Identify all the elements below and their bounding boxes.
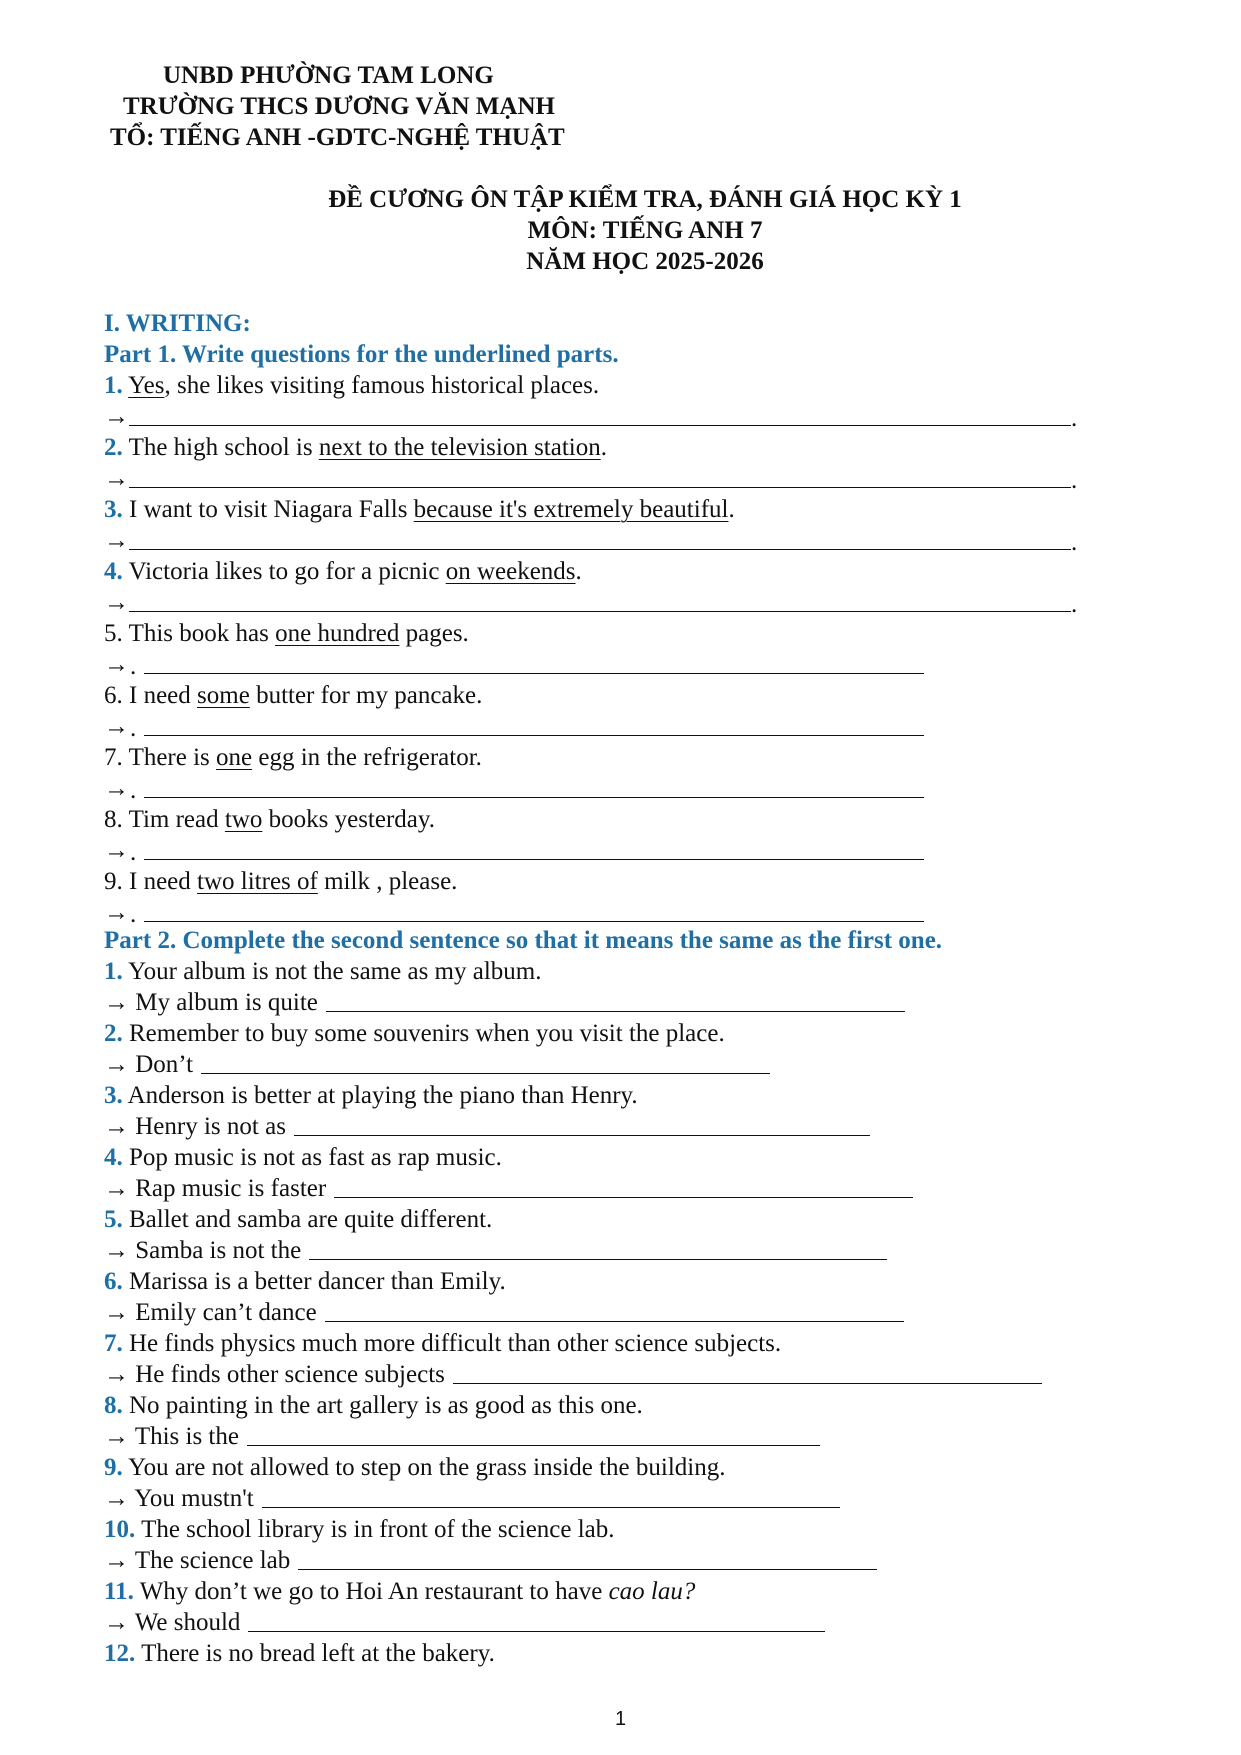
answer-blank[interactable]	[144, 735, 924, 736]
sentence-text: There is	[128, 744, 217, 771]
question-number: 5.	[104, 620, 123, 647]
exercise-number: 3.	[104, 1082, 123, 1109]
arrow-icon: →	[104, 527, 129, 554]
exercise-sentence	[104, 1142, 502, 1173]
section-heading: I. WRITING:	[104, 310, 251, 337]
cue-text: Samba is not the	[135, 1237, 302, 1264]
exercise-number: 4.	[104, 1144, 123, 1171]
answer-line	[104, 1359, 445, 1390]
answer-blank[interactable]	[144, 797, 924, 798]
answer-blank[interactable]	[334, 1197, 913, 1198]
sentence-text: Remember to buy some souvenirs when you visit the place.	[129, 1020, 725, 1047]
sentence-text: Why don’t we go to Hoi An restaurant to have	[139, 1578, 609, 1605]
underlined-part: one	[216, 744, 253, 771]
answer-blank[interactable]	[129, 487, 1071, 488]
exercise-sentence	[104, 956, 541, 987]
underlined-part: some	[197, 682, 250, 709]
underlined-part: two	[224, 806, 263, 833]
arrow-icon: →	[104, 1485, 129, 1512]
exercise-number: 5.	[104, 1206, 123, 1233]
answer-blank[interactable]	[129, 425, 1071, 426]
sentence-text: milk , please.	[317, 868, 458, 895]
sentence-text: .	[575, 558, 582, 585]
exercise-number: 10.	[104, 1516, 136, 1543]
question-sentence	[104, 680, 482, 711]
exercise-sentence	[104, 1576, 695, 1607]
sentence-text: Marissa is a better dancer than Emily.	[129, 1268, 506, 1295]
cue-text: He finds other science subjects	[135, 1361, 445, 1388]
cue-text: Don’t	[135, 1051, 194, 1078]
exercise-sentence	[104, 1328, 781, 1359]
answer-line	[104, 1545, 290, 1576]
answer-blank[interactable]	[262, 1507, 840, 1508]
cue-text: Emily can’t dance	[135, 1299, 317, 1326]
cue-text: Henry is not as	[135, 1113, 286, 1140]
question-sentence	[104, 556, 582, 587]
answer-line	[104, 1483, 254, 1514]
answer-blank[interactable]	[129, 611, 1071, 612]
exercise-number: 9.	[104, 1454, 123, 1481]
header-line-2: TRƯỜNG THCS DƯƠNG VĂN MẠNH	[123, 93, 555, 120]
cue-text: The science lab	[134, 1547, 291, 1574]
arrow-icon: →	[104, 403, 129, 430]
underlined-part: Yes	[128, 372, 165, 399]
answer-blank[interactable]	[248, 1631, 825, 1632]
exercise-number: 6.	[104, 1268, 123, 1295]
arrow-icon: →	[104, 1237, 129, 1264]
question-number: 2.	[104, 434, 123, 461]
answer-blank[interactable]	[144, 921, 924, 922]
period-mark: .	[130, 777, 137, 804]
cue-text: We should	[134, 1609, 241, 1636]
underlined-part: one hundred	[275, 620, 400, 647]
arrow-icon: →	[104, 713, 129, 740]
arrow-icon: →	[104, 1423, 129, 1450]
sentence-text: butter for my pancake.	[249, 682, 483, 709]
period-mark: .	[1071, 591, 1078, 618]
question-sentence	[104, 432, 607, 463]
sentence-text: Anderson is better at playing the piano than Henry.	[127, 1082, 638, 1109]
header-line-1: UNBD PHƯỜNG TAM LONG	[163, 62, 494, 89]
cue-text: Rap music is faster	[135, 1175, 327, 1202]
arrow-icon: →	[104, 837, 129, 864]
question-number: 7.	[104, 744, 123, 771]
sentence-text: Ballet and samba are quite different.	[129, 1206, 493, 1233]
period-mark: .	[130, 901, 137, 928]
title-line-3: NĂM HỌC 2025-2026	[526, 248, 764, 275]
answer-line	[104, 1607, 240, 1638]
cue-text: This is the	[134, 1423, 239, 1450]
sentence-text: No painting in the art gallery is as good as this one.	[129, 1392, 643, 1419]
sentence-text: Your album is not the same as my album.	[128, 958, 542, 985]
arrow-icon: →	[104, 989, 129, 1016]
exercise-sentence	[104, 1638, 495, 1669]
arrow-icon: →	[104, 465, 129, 492]
cue-text: You mustn't	[134, 1485, 254, 1512]
arrow-icon: →	[104, 1299, 129, 1326]
sentence-text: There is no bread left at the bakery.	[141, 1640, 495, 1667]
question-number: 6.	[104, 682, 123, 709]
exercise-sentence	[104, 1514, 615, 1545]
question-number: 9.	[104, 868, 123, 895]
exercise-number: 2.	[104, 1020, 123, 1047]
page-number: 1	[614, 1708, 627, 1730]
answer-blank[interactable]	[326, 1011, 905, 1012]
title-line-1: ĐỀ CƯƠNG ÔN TẬP KIỂM TRA, ĐÁNH GIÁ HỌC KỲ 1	[328, 186, 962, 213]
arrow-icon: →	[104, 1113, 129, 1140]
arrow-icon: →	[104, 651, 129, 678]
sentence-text: The school library is in front of the science lab.	[141, 1516, 615, 1543]
arrow-icon: →	[104, 1051, 129, 1078]
question-sentence	[104, 618, 469, 649]
part2-heading: Part 2. Complete the second sentence so that it means the same as the first one.	[104, 927, 943, 954]
arrow-icon: →	[104, 1547, 129, 1574]
answer-line	[104, 1235, 301, 1266]
sentence-text: The high school is	[128, 434, 319, 461]
answer-line	[104, 1049, 193, 1080]
exercise-sentence	[104, 1018, 725, 1049]
question-number: 1.	[104, 372, 123, 399]
exercise-number: 1.	[104, 958, 123, 985]
answer-line	[104, 987, 318, 1018]
answer-blank[interactable]	[294, 1135, 870, 1136]
sentence-text: .	[600, 434, 607, 461]
exercise-number: 11.	[104, 1578, 134, 1605]
answer-blank[interactable]	[201, 1073, 770, 1074]
sentence-text: I need	[129, 682, 198, 709]
question-sentence	[104, 370, 599, 401]
exercise-number: 7.	[104, 1330, 123, 1357]
exercise-sentence	[104, 1266, 506, 1297]
period-mark: .	[1071, 405, 1078, 432]
exercise-sentence	[104, 1390, 643, 1421]
header-line-3: TỔ: TIẾNG ANH -GDTC-NGHỆ THUẬT	[110, 124, 565, 151]
period-mark: .	[130, 715, 137, 742]
answer-line	[104, 1421, 239, 1452]
answer-blank[interactable]	[298, 1569, 877, 1570]
exercise-number: 12.	[104, 1640, 136, 1667]
arrow-icon: →	[104, 1609, 129, 1636]
answer-line	[104, 1111, 286, 1142]
underlined-part: two litres of	[197, 868, 318, 895]
underlined-part: next to the television station	[318, 434, 601, 461]
sentence-text: Victoria likes to go for a picnic	[128, 558, 446, 585]
sentence-text: , she likes visiting famous historical places.	[164, 372, 600, 399]
part1-heading: Part 1. Write questions for the underlined parts.	[104, 341, 619, 368]
question-sentence	[104, 866, 457, 897]
question-number: 4.	[104, 558, 123, 585]
question-number: 3.	[104, 496, 123, 523]
sentence-text: This book has	[128, 620, 276, 647]
question-sentence	[104, 742, 482, 773]
answer-blank[interactable]	[129, 549, 1071, 550]
sentence-text: egg in the refrigerator.	[252, 744, 482, 771]
answer-line	[104, 1173, 326, 1204]
sentence-text: I want to visit Niagara Falls	[129, 496, 414, 523]
italic-term: cao lau?	[608, 1578, 696, 1605]
title-line-2: MÔN: TIẾNG ANH 7	[527, 217, 763, 244]
question-sentence	[104, 494, 735, 525]
exercise-sentence	[104, 1080, 638, 1111]
sentence-text: Pop music is not as fast as rap music.	[129, 1144, 502, 1171]
answer-blank[interactable]	[453, 1383, 1042, 1384]
answer-blank[interactable]	[309, 1259, 887, 1260]
sentence-text: .	[728, 496, 735, 523]
arrow-icon: →	[104, 899, 129, 926]
cue-text: My album is quite	[135, 989, 318, 1016]
answer-line	[104, 1297, 317, 1328]
period-mark: .	[1071, 529, 1078, 556]
answer-blank[interactable]	[325, 1321, 904, 1322]
sentence-text: Tim read	[128, 806, 225, 833]
exercise-number: 8.	[104, 1392, 123, 1419]
sentence-text: pages.	[399, 620, 469, 647]
sentence-text: books yesterday.	[262, 806, 436, 833]
arrow-icon: →	[104, 1361, 129, 1388]
arrow-icon: →	[104, 1175, 129, 1202]
sentence-text: He finds physics much more difficult than other science subjects.	[129, 1330, 782, 1357]
period-mark: .	[1071, 467, 1078, 494]
answer-blank[interactable]	[247, 1445, 820, 1446]
sentence-text: You are not allowed to step on the grass inside the building.	[128, 1454, 726, 1481]
exercise-sentence	[104, 1452, 725, 1483]
arrow-icon: →	[104, 775, 129, 802]
exercise-sentence	[104, 1204, 492, 1235]
answer-blank[interactable]	[144, 859, 924, 860]
underlined-part: on weekends	[445, 558, 576, 585]
arrow-icon: →	[104, 589, 129, 616]
sentence-text: I need	[129, 868, 198, 895]
period-mark: .	[130, 653, 137, 680]
question-sentence	[104, 804, 435, 835]
underlined-part: because it's extremely beautiful	[413, 496, 729, 523]
period-mark: .	[130, 839, 137, 866]
question-number: 8.	[104, 806, 123, 833]
answer-blank[interactable]	[144, 673, 924, 674]
